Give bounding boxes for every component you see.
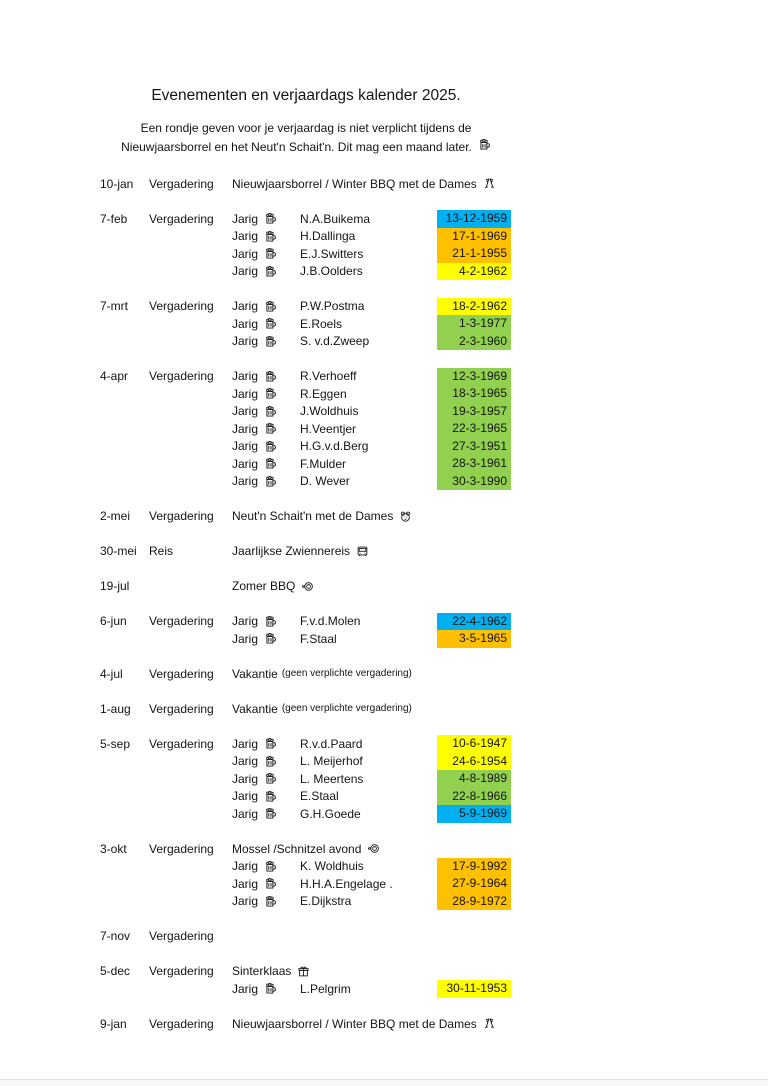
birthdate-cell: 17-1-1969 <box>437 228 511 246</box>
beer-mug-icon <box>264 772 277 785</box>
jarig-cell <box>232 789 300 803</box>
jarig-cell <box>232 474 300 488</box>
birthdate-cell: 4-8-1989 <box>437 770 511 788</box>
event-label: Nieuwjaarsborrel / Winter BBQ met de Dames <box>232 176 477 191</box>
member-name: N.A.Buikema <box>300 211 371 226</box>
type-cell: Vergadering <box>149 369 214 384</box>
birthdate-cell: 4-2-1962 <box>437 263 511 281</box>
page-bottom-edge <box>0 1079 768 1086</box>
type-cell: Vergadering <box>149 964 214 979</box>
birthday-row <box>100 228 512 246</box>
date-cell: 7-mrt <box>100 299 128 314</box>
member-name: E.Roels <box>300 316 343 331</box>
event-row <box>100 1015 512 1033</box>
birthday-row <box>100 420 512 438</box>
birthday-row <box>100 263 512 281</box>
member-name: D. Wever <box>300 474 350 489</box>
birthdate-cell: 2-3-1960 <box>437 333 511 351</box>
member-name: F.v.d.Molen <box>300 614 361 629</box>
beer-mug-icon <box>264 387 277 400</box>
beer-mug-icon <box>264 230 277 243</box>
event-row <box>100 508 512 526</box>
jarig-cell <box>232 737 300 751</box>
beer-mug-icon <box>264 212 277 225</box>
member-name: J.B.Oolders <box>300 264 363 279</box>
birthdate-cell: 18-3-1965 <box>437 385 511 403</box>
jarig-label: Jarig <box>232 894 259 909</box>
jarig-label: Jarig <box>232 439 259 454</box>
birthdate-cell: 28-9-1972 <box>437 893 511 911</box>
event-row <box>100 700 512 718</box>
calendar-rows <box>100 175 512 1033</box>
event-label: Vakantie <box>232 701 278 716</box>
calendar-group <box>100 928 512 946</box>
gift-icon <box>297 965 310 978</box>
event-row <box>100 963 512 981</box>
event-note: (geen verplichte vergadering) <box>281 703 412 715</box>
date-cell: 19-jul <box>100 579 130 594</box>
beer-mug-icon <box>264 877 277 890</box>
calendar-group <box>100 578 512 596</box>
member-name: F.Staal <box>300 631 337 646</box>
beer-mug-icon <box>264 860 277 873</box>
jarig-cell <box>232 807 300 821</box>
hamster-icon <box>399 510 412 523</box>
event-cell <box>232 579 512 593</box>
jarig-label: Jarig <box>232 386 259 401</box>
beer-mug-icon <box>264 807 277 820</box>
beer-mug-icon <box>264 300 277 313</box>
birthday-row <box>100 385 512 403</box>
beer-mug-icon <box>264 755 277 768</box>
event-cell <box>232 544 512 558</box>
birthdate-cell: 22-3-1965 <box>437 420 511 438</box>
jarig-cell <box>232 404 300 418</box>
jarig-cell <box>232 894 300 908</box>
birthday-row <box>100 630 512 648</box>
birthday-row <box>100 980 512 998</box>
event-cell <box>232 509 512 523</box>
jarig-label: Jarig <box>232 369 259 384</box>
jarig-label: Jarig <box>232 299 259 314</box>
type-cell: Vergadering <box>149 176 214 191</box>
type-cell: Vergadering <box>149 701 214 716</box>
event-cell <box>232 964 512 978</box>
jarig-cell <box>232 229 300 243</box>
date-cell: 4-apr <box>100 369 129 384</box>
birthday-row <box>100 210 512 228</box>
birthday-row <box>100 805 512 823</box>
calendar-group <box>100 665 512 683</box>
intro-note-line1: Een rondje geven voor je verjaardag is niet verplicht tijdens de <box>140 121 472 135</box>
intro-note-line2: Nieuwjaarsborrel en het Neut'n Schait'n. Dit mag een maand later. <box>121 139 472 154</box>
jarig-label: Jarig <box>232 316 259 331</box>
jarig-label: Jarig <box>232 631 259 646</box>
birthdate-cell: 1-3-1977 <box>437 315 511 333</box>
event-label: Sinterklaas <box>232 964 292 979</box>
member-name: S. v.d.Zweep <box>300 334 370 349</box>
birthdate-cell: 13-12-1959 <box>437 210 511 228</box>
birthdate-cell: 5-9-1969 <box>437 805 511 823</box>
jarig-label: Jarig <box>232 806 259 821</box>
jarig-label: Jarig <box>232 211 259 226</box>
member-name: F.Mulder <box>300 456 347 471</box>
jarig-cell <box>232 264 300 278</box>
birthday-row <box>100 770 512 788</box>
jarig-cell <box>232 614 300 628</box>
date-cell: 7-feb <box>100 211 128 226</box>
birthdate-cell: 3-5-1965 <box>437 630 511 648</box>
beer-mug-icon <box>264 982 277 995</box>
beer-mug-icon <box>264 422 277 435</box>
member-name: L.Pelgrim <box>300 981 351 996</box>
jarig-cell <box>232 982 300 996</box>
jarig-label: Jarig <box>232 229 259 244</box>
birthdate-cell: 18-2-1962 <box>437 298 511 316</box>
date-cell: 5-dec <box>100 964 131 979</box>
intro-note <box>100 120 512 156</box>
jarig-cell <box>232 317 300 331</box>
type-cell: Vergadering <box>149 841 214 856</box>
beer-mug-icon <box>264 457 277 470</box>
jarig-cell <box>232 877 300 891</box>
birthday-row <box>100 735 512 753</box>
member-name: H.G.v.d.Berg <box>300 439 369 454</box>
date-cell: 5-sep <box>100 736 131 751</box>
birthday-row <box>100 875 512 893</box>
calendar-group <box>100 543 512 561</box>
jarig-label: Jarig <box>232 264 259 279</box>
jarig-cell <box>232 369 300 383</box>
bus-icon <box>356 545 369 558</box>
event-row <box>100 928 512 946</box>
date-cell: 10-jan <box>100 176 134 191</box>
beer-mug-icon <box>264 335 277 348</box>
member-name: R.Eggen <box>300 386 347 401</box>
calendar-group <box>100 963 512 998</box>
member-name: E.Staal <box>300 789 339 804</box>
type-cell: Vergadering <box>149 614 214 629</box>
beer-mug-icon <box>264 370 277 383</box>
birthday-row <box>100 245 512 263</box>
birthdate-cell: 21-1-1955 <box>437 245 511 263</box>
date-cell: 30-mei <box>100 544 137 559</box>
calendar-group <box>100 700 512 718</box>
event-row <box>100 840 512 858</box>
type-cell: Vergadering <box>149 736 214 751</box>
event-row <box>100 543 512 561</box>
jarig-cell <box>232 334 300 348</box>
jarig-label: Jarig <box>232 981 259 996</box>
event-cell <box>232 177 512 191</box>
birthdate-cell: 30-3-1990 <box>437 473 511 491</box>
event-label: Vakantie <box>232 666 278 681</box>
calendar-group <box>100 613 512 648</box>
calendar-group <box>100 175 512 193</box>
beer-mug-icon <box>264 317 277 330</box>
event-note: (geen verplichte vergadering) <box>281 668 412 680</box>
type-cell: Reis <box>149 544 174 559</box>
jarig-label: Jarig <box>232 334 259 349</box>
jarig-label: Jarig <box>232 246 259 261</box>
birthdate-cell: 27-9-1964 <box>437 875 511 893</box>
jarig-label: Jarig <box>232 421 259 436</box>
birthday-row <box>100 315 512 333</box>
member-name: G.H.Goede <box>300 806 361 821</box>
jarig-label: Jarig <box>232 789 259 804</box>
date-cell: 1-aug <box>100 701 131 716</box>
event-row <box>100 578 512 596</box>
birthdate-cell: 24-6-1954 <box>437 753 511 771</box>
type-cell: Vergadering <box>149 929 214 944</box>
member-name: H.Dallinga <box>300 229 356 244</box>
beer-mug-icon <box>264 440 277 453</box>
member-name: K. Woldhuis <box>300 859 364 874</box>
date-cell: 4-jul <box>100 666 123 681</box>
birthdate-cell: 19-3-1957 <box>437 403 511 421</box>
clinking-glasses-icon <box>483 177 496 190</box>
type-cell: Vergadering <box>149 509 214 524</box>
birthday-row <box>100 333 512 351</box>
beer-mug-icon <box>264 405 277 418</box>
type-cell: Vergadering <box>149 299 214 314</box>
event-cell <box>232 702 512 716</box>
calendar-group <box>100 298 512 351</box>
clinking-glasses-icon <box>483 1017 496 1030</box>
beer-mug-icon <box>264 475 277 488</box>
beer-mug-icon <box>264 895 277 908</box>
member-name: R.v.d.Paard <box>300 736 363 751</box>
jarig-label: Jarig <box>232 859 259 874</box>
jarig-cell <box>232 422 300 436</box>
beer-mug-icon <box>478 138 491 151</box>
pan-icon <box>301 580 314 593</box>
event-cell <box>232 667 512 681</box>
member-name: L. Meertens <box>300 771 364 786</box>
event-cell <box>232 1017 512 1031</box>
birthday-row <box>100 368 512 386</box>
jarig-cell <box>232 772 300 786</box>
birthdate-cell: 17-9-1992 <box>437 858 511 876</box>
member-name: R.Verhoeff <box>300 369 357 384</box>
date-cell: 7-nov <box>100 929 131 944</box>
birthday-row <box>100 893 512 911</box>
member-name: H.Veentjer <box>300 421 357 436</box>
event-label: Nieuwjaarsborrel / Winter BBQ met de Dames <box>232 1016 477 1031</box>
date-cell: 2-mei <box>100 509 131 524</box>
jarig-label: Jarig <box>232 456 259 471</box>
birthdate-cell: 12-3-1969 <box>437 368 511 386</box>
birthday-row <box>100 438 512 456</box>
jarig-label: Jarig <box>232 771 259 786</box>
birthdate-cell: 22-4-1962 <box>437 613 511 631</box>
jarig-cell <box>232 439 300 453</box>
event-label: Neut'n Schait'n met de Dames <box>232 509 394 524</box>
member-name: E.J.Switters <box>300 246 364 261</box>
birthday-row <box>100 858 512 876</box>
member-name: L. Meijerhof <box>300 754 363 769</box>
date-cell: 9-jan <box>100 1016 127 1031</box>
jarig-label: Jarig <box>232 754 259 769</box>
member-name: P.W.Postma <box>300 299 365 314</box>
type-cell: Vergadering <box>149 211 214 226</box>
beer-mug-icon <box>264 790 277 803</box>
calendar-group <box>100 508 512 526</box>
jarig-label: Jarig <box>232 876 259 891</box>
birthdate-cell: 28-3-1961 <box>437 455 511 473</box>
birthday-row <box>100 613 512 631</box>
event-row <box>100 665 512 683</box>
jarig-cell <box>232 632 300 646</box>
calendar-group <box>100 210 512 280</box>
jarig-cell <box>232 299 300 313</box>
jarig-cell <box>232 457 300 471</box>
event-label: Zomer BBQ <box>232 579 296 594</box>
beer-mug-icon <box>264 737 277 750</box>
jarig-cell <box>232 754 300 768</box>
member-name: H.H.A.Engelage . <box>300 876 393 891</box>
event-label: Mossel /Schnitzel avond <box>232 841 362 856</box>
jarig-cell <box>232 247 300 261</box>
beer-mug-icon <box>264 247 277 260</box>
jarig-cell <box>232 212 300 226</box>
member-name: J.Woldhuis <box>300 404 359 419</box>
birthday-row <box>100 403 512 421</box>
pan-icon <box>367 842 380 855</box>
type-cell: Vergadering <box>149 666 214 681</box>
type-cell: Vergadering <box>149 1016 214 1031</box>
birthday-row <box>100 788 512 806</box>
document-content <box>100 0 512 1050</box>
jarig-cell <box>232 387 300 401</box>
jarig-label: Jarig <box>232 614 259 629</box>
birthday-row <box>100 455 512 473</box>
member-name: E.Dijkstra <box>300 894 352 909</box>
birthdate-cell: 27-3-1951 <box>437 438 511 456</box>
page-title: Evenementen en verjaardags kalender 2025. <box>151 87 461 104</box>
event-label: Jaarlijkse Zwiennereis <box>232 544 351 559</box>
birthdate-cell: 30-11-1953 <box>437 980 511 998</box>
birthday-row <box>100 298 512 316</box>
birthday-row <box>100 473 512 491</box>
jarig-label: Jarig <box>232 736 259 751</box>
birthday-row <box>100 753 512 771</box>
beer-mug-icon <box>264 265 277 278</box>
beer-mug-icon <box>264 632 277 645</box>
calendar-group <box>100 1015 512 1033</box>
jarig-label: Jarig <box>232 404 259 419</box>
date-cell: 3-okt <box>100 841 127 856</box>
event-cell <box>232 842 512 856</box>
calendar-group <box>100 368 512 491</box>
birthdate-cell: 10-6-1947 <box>437 735 511 753</box>
jarig-cell <box>232 859 300 873</box>
calendar-group <box>100 840 512 910</box>
date-cell: 6-jun <box>100 614 127 629</box>
beer-mug-icon <box>264 615 277 628</box>
calendar-group <box>100 735 512 823</box>
event-row <box>100 175 512 193</box>
jarig-label: Jarig <box>232 474 259 489</box>
birthdate-cell: 22-8-1966 <box>437 788 511 806</box>
